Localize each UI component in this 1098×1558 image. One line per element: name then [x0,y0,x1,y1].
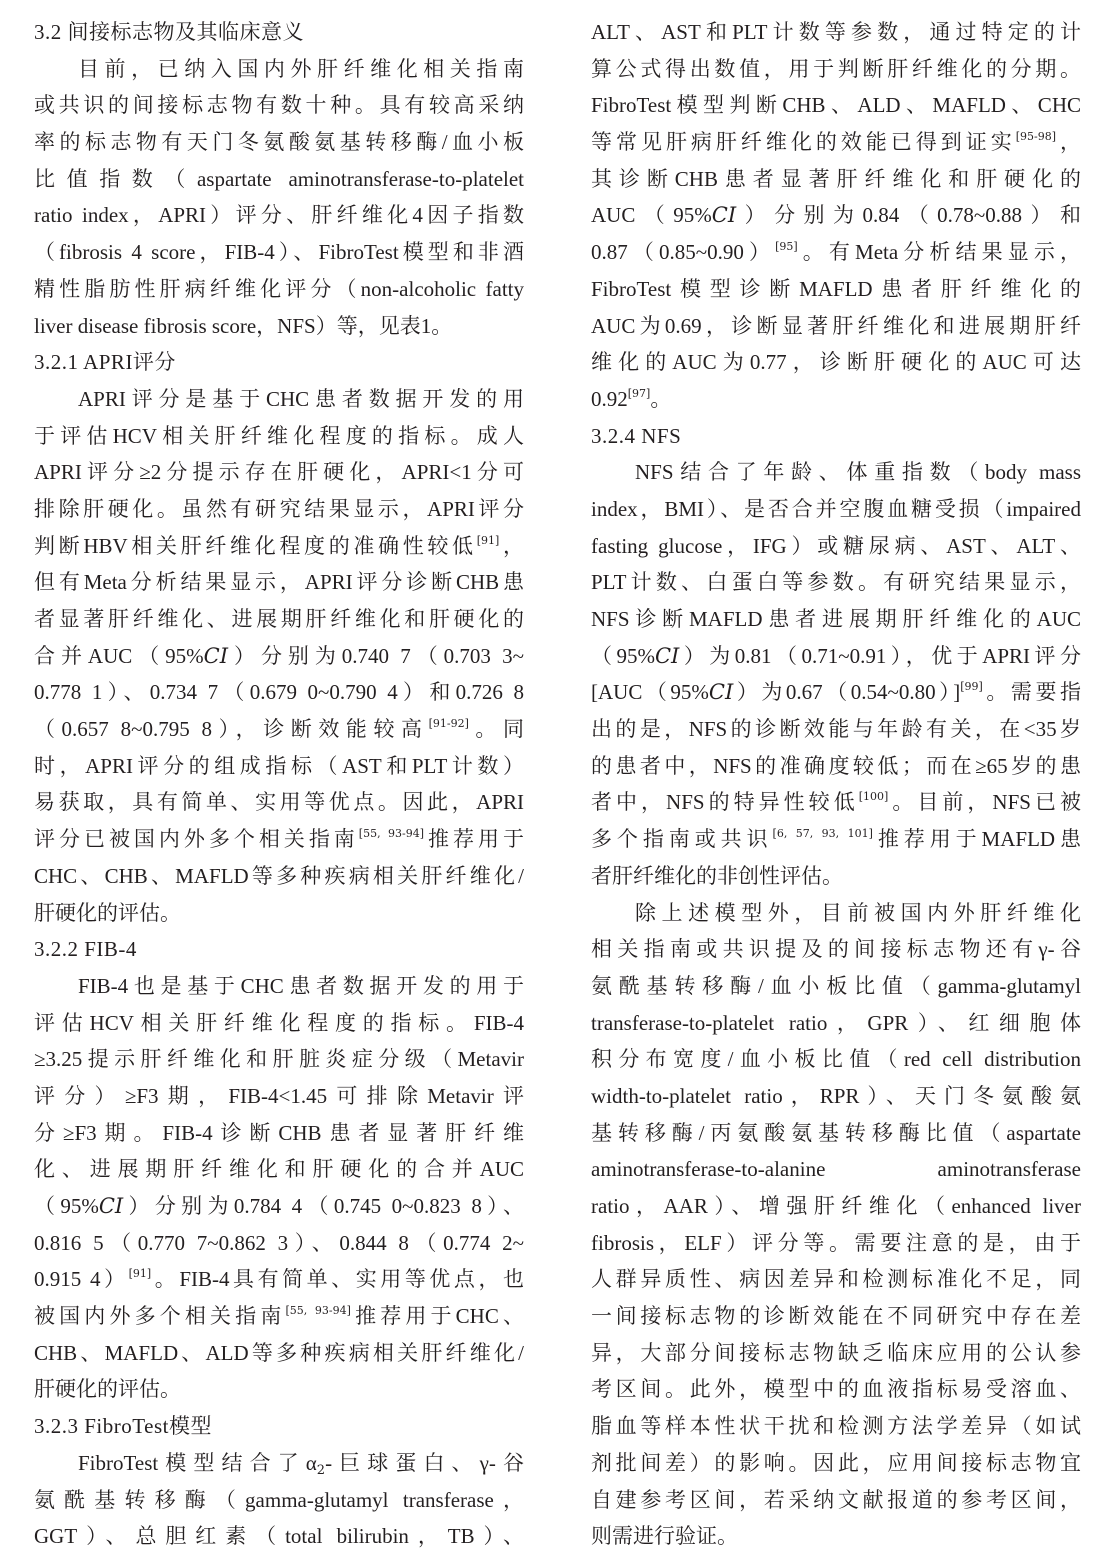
line-text: index，BMI）、是否合并空腹血糖受损（impaired [591,496,1081,521]
line-text: 合并AUC（95% [34,643,204,668]
text-line [591,1335,1081,1372]
line-text-cont: ， [1056,130,1081,155]
line-text: APRI评分≥2分提示存在肝硬化，APRI<1分可 [34,460,524,485]
text-line [591,1445,1081,1482]
line-text: 精性脂肪性肝病纤维化评分（non-alcoholic fatty [34,276,524,301]
text-line [34,1078,524,1115]
line-text: （95% [34,1194,99,1218]
line-text: 脂血等样本性状干扰和检测方法学差异（如试 [591,1414,1081,1439]
text-line [591,308,1081,345]
text-line [591,711,1081,748]
text-line [34,197,524,234]
text-line [591,1078,1081,1115]
line-text: 者中，NFS的特异性较低 [591,790,859,815]
line-text-cont: 。目前，NFS已被 [888,790,1081,815]
line-text: 的患者中，NFS的准确度较低；而在≥65岁的患 [591,753,1081,778]
citation-ref: [91] [128,1267,152,1281]
line-text: FibroTest模型结合了α [78,1450,317,1475]
italic-term: CI [711,203,737,228]
text-line [591,1261,1081,1298]
line-text: 排除肝硬化。虽然有研究结果显示，APRI评分 [34,496,524,521]
right-column [591,14,1081,1555]
line-text: 算公式得出数值，用于判断肝纤维化的分期。 [591,56,1081,81]
line-text: 3.2.4 NFS [591,423,682,448]
line-text: CHC、CHB、MAFLD等多种疾病相关肝纤维化/ [34,863,524,888]
text-line [34,528,524,565]
line-text: 等常见肝病肝纤维化的效能已得到证实 [591,130,1016,155]
line-text: 氨酰基转移酶（gamma-glutamyl transferase， [34,1487,524,1512]
line-text: CHB、MAFLD、ALD等多种疾病相关肝纤维化/ [34,1340,524,1365]
left-column [34,14,524,1555]
subscript: 2 [316,1462,326,1478]
text-line [591,1482,1081,1519]
citation-ref: [6, 57, 93, 101] [772,827,873,841]
line-text-cont: 。同 [468,717,524,742]
text-line [34,748,524,785]
line-text: 判断HBV相关肝纤维化程度的准确性较低 [34,533,477,558]
text-line [34,418,524,455]
line-text: 人群异质性、病因差异和检测标准化不足，同 [591,1267,1081,1292]
line-text: 自建参考区间，若采纳文献报道的参考区间， [591,1487,1081,1512]
section-heading [591,418,1081,455]
line-text: 目前，已纳入国内外肝纤维化相关指南 [78,56,524,81]
text-line [34,821,524,858]
text-line [34,1335,524,1372]
text-line [591,344,1081,381]
line-text-cont: 推荐用于CHC、 [350,1304,524,1329]
line-text: ratio，AAR）、增强肝纤维化（enhanced liver [591,1194,1081,1218]
line-text: ALT、AST和PLT计数等参数，通过特定的计 [591,20,1081,44]
text-line [591,858,1081,895]
text-line [34,1188,524,1225]
section-heading [34,1408,524,1445]
line-text: aminotransferase-to-alanine aminotransferase [591,1157,1081,1182]
text-line [591,748,1081,785]
line-text: fasting glucose，IFG）或糖尿病、AST、ALT、 [591,533,1081,558]
line-text: 分≥F3期。FIB-4诊断CHB患者显著肝纤维 [34,1120,524,1145]
line-text: （95% [591,643,655,668]
line-text: 0.915 4） [34,1267,129,1292]
line-text: 易获取，具有简单、实用等优点。因此，APRI [34,790,524,815]
line-text-cont: 推荐用于 [424,827,524,852]
text-line [591,234,1081,271]
citation-ref: [95] [775,240,798,254]
line-text: 化、进展期肝纤维化和肝硬化的合并AUC [34,1157,524,1182]
citation-ref: [55, 93-94] [285,1304,351,1318]
text-line [34,271,524,308]
line-text: width-to-platelet ratio，RPR）、天门冬氨酸氨 [591,1083,1081,1108]
text-line [591,1298,1081,1335]
line-text: transferase-to-platelet ratio，GPR）、红细胞体 [591,1010,1081,1035]
citation-ref: [97] [627,386,651,400]
line-text: 则需进行验证。 [591,1524,738,1549]
text-line [591,51,1081,88]
line-text: 除上述模型外，目前被国内外肝纤维化 [635,900,1081,925]
line-text: 相关指南或共识提及的间接标志物还有γ-谷 [591,937,1081,962]
line-text: 评分已被国内外多个相关指南 [34,827,359,852]
line-text: 0.778 1）、0.734 7（0.679 0~0.790 4）和0.726 8 [34,680,524,705]
text-line [34,454,524,491]
line-text-cont: 。 [650,386,672,411]
text-line [34,711,524,748]
line-text: ≥3.25提示肝纤维化和肝脏炎症分级（Metavir [34,1047,524,1072]
line-text-cont: 推荐用于MAFLD患 [872,827,1081,852]
text-line [591,454,1081,491]
line-text: 肝硬化的评估。 [34,900,181,925]
line-text-cont: 。FIB-4具有简单、实用等优点，也 [151,1267,524,1292]
line-text: 异，大部分间接标志物缺乏临床应用的公认参 [591,1340,1081,1365]
text-line [34,87,524,124]
line-text: （fibrosis 4 score，FIB-4）、FibroTest模型和非酒 [34,240,524,265]
text-line [591,895,1081,932]
text-line [591,1408,1081,1445]
text-line [591,381,1081,418]
line-text: liver disease fibrosis score，NFS）等，见表1。 [34,313,453,338]
text-line [591,784,1081,821]
text-line [34,1445,524,1482]
line-text: 维化的AUC为0.77，诊断肝硬化的AUC可达 [591,350,1081,375]
line-text: 评分）≥F3期，FIB-4<1.45可排除Metavir评 [34,1083,524,1108]
line-text: 氨酰基转移酶/血小板比值（gamma-glutamyl [591,973,1081,998]
citation-ref: [91-92] [428,717,469,731]
line-text: 考区间。此外，模型中的血液指标易受溶血、 [591,1377,1081,1402]
text-line [591,197,1081,234]
text-line [591,1518,1081,1555]
line-text: fibrosis，ELF）评分等。需要注意的是，由于 [591,1230,1081,1255]
line-text: 出的是，NFS的诊断效能与年龄有关，在<35岁 [591,717,1081,742]
text-line [34,638,524,675]
text-line [34,784,524,821]
text-line [591,674,1081,711]
text-line [34,858,524,895]
text-line [34,1261,524,1298]
line-text: PLT计数、白蛋白等参数。有研究结果显示， [591,570,1081,595]
text-line [34,491,524,528]
text-line [34,234,524,271]
text-line [34,1371,524,1408]
line-text-cont: ）为0.81（0.71~0.91），优于APRI评分 [679,643,1081,668]
text-line [34,601,524,638]
text-line [591,1005,1081,1042]
line-text-cont: ）为0.67（0.54~0.80）] [733,680,961,705]
italic-term: CI [203,643,229,668]
text-line [34,564,524,601]
line-text: ratio index，APRI）评分、肝纤维化4因子指数 [34,203,524,228]
line-text: 肝硬化的评估。 [34,1377,181,1402]
line-text: AUC为0.69，诊断显著肝纤维化和进展期肝纤 [591,313,1081,338]
text-line [591,1041,1081,1078]
text-line [591,931,1081,968]
line-text-cont: -巨球蛋白、γ-谷 [325,1450,524,1475]
text-line [591,1371,1081,1408]
italic-term: CI [708,680,734,705]
text-line [591,161,1081,198]
line-text: FibroTest模型诊断MAFLD患者肝纤维化的 [591,276,1081,301]
text-line [591,528,1081,565]
citation-ref: [99] [960,680,983,694]
text-line [591,601,1081,638]
text-line [34,1115,524,1152]
text-line [34,1482,524,1519]
line-text-cont: ）分别为0.84（0.78~0.88）和 [736,203,1081,228]
line-text: 者肝纤维化的非创性评估。 [591,863,843,888]
text-line [34,1005,524,1042]
text-line [34,674,524,711]
section-heading [34,931,524,968]
italic-term: CI [654,643,680,668]
italic-term: CI [98,1194,124,1218]
text-line [591,564,1081,601]
text-line [591,638,1081,675]
line-text-cont: ）分别为0.740 7（0.703 3~ [228,643,524,668]
line-text: 0.92 [591,386,628,411]
text-line [34,161,524,198]
citation-ref: [55, 93-94] [358,827,425,841]
text-line [34,1518,524,1555]
line-text: （0.657 8~0.795 8），诊断效能较高 [34,717,429,742]
line-text: 剂批间差）的影响。因此，应用间接标志物宜 [591,1450,1081,1475]
line-text: NFS诊断MAFLD患者进展期肝纤维化的AUC [591,607,1081,631]
text-line [591,821,1081,858]
line-text: 3.2.2 FIB-4 [34,937,137,962]
text-line [591,14,1081,51]
line-text: 积分布宽度/血小板比值（red cell distribution [591,1047,1081,1072]
line-text: 被国内外多个相关指南 [34,1304,286,1329]
line-text: 3.2.3 FibroTest模型 [34,1414,212,1439]
line-text: 3.2.1 APRI评分 [34,350,176,375]
text-line [34,1041,524,1078]
text-line [34,1151,524,1188]
text-line [591,271,1081,308]
line-text: 者显著肝纤维化、进展期肝纤维化和肝硬化的 [34,607,524,631]
line-text: 3.2 间接标志物及其临床意义 [34,20,304,44]
text-line [34,124,524,161]
citation-ref: [100] [858,790,889,804]
text-line [34,968,524,1005]
line-text: 时，APRI评分的组成指标（AST和PLT计数） [34,753,524,778]
text-line [34,1225,524,1262]
citation-ref: [95-98] [1015,130,1057,144]
text-line [34,308,524,345]
line-text: 其诊断CHB患者显著肝纤维化和肝硬化的 [591,166,1081,191]
line-text: 评估HCV相关肝纤维化程度的指标。FIB-4 [34,1010,524,1035]
section-heading [34,344,524,381]
line-text: 或共识的间接标志物有数十种。具有较高采纳 [34,93,524,118]
line-text: GGT）、总胆红素（total bilirubin，TB）、 [34,1524,524,1549]
text-line [591,1115,1081,1152]
line-text: 多个指南或共识 [591,827,773,852]
line-text-cont: 。需要指 [982,680,1081,705]
text-line [591,1188,1081,1225]
text-line [34,1298,524,1335]
text-line [34,381,524,418]
line-text: 基转移酶/丙氨酸氨基转移酶比值（aspartate [591,1120,1081,1145]
text-line [591,124,1081,161]
line-text: FibroTest模型判断CHB、ALD、MAFLD、CHC [591,93,1081,118]
line-text: [AUC（95% [591,680,709,705]
line-text-cont: 。有Meta分析结果显示， [797,240,1081,265]
text-line [34,895,524,932]
text-line [591,491,1081,528]
line-text: 0.816 5（0.770 7~0.862 3）、0.844 8（0.774 2~ [34,1230,524,1255]
line-text-cont: ）分别为0.784 4（0.745 0~0.823 8）、 [123,1194,524,1218]
line-text: APRI评分是基于CHC患者数据开发的用 [78,386,524,411]
line-text: 一间接标志物的诊断效能在不同研究中存在差 [591,1304,1081,1329]
line-text: 比值指数（aspartate aminotransferase-to-platelet [34,166,524,191]
line-text: FIB-4也是基于CHC患者数据开发的用于 [78,973,524,998]
line-text: 率的标志物有天门冬氨酸氨基转移酶/血小板 [34,130,524,155]
text-line [591,1151,1081,1188]
text-line [591,1225,1081,1262]
line-text: 于评估HCV相关肝纤维化程度的指标。成人 [34,423,524,448]
text-line [591,968,1081,1005]
text-line [591,87,1081,124]
line-text-cont: ， [499,533,524,558]
text-line [34,51,524,88]
citation-ref: [91] [476,533,500,547]
line-text: AUC（95% [591,203,712,228]
line-text: 0.87（0.85~0.90） [591,240,776,265]
line-text: NFS结合了年龄、体重指数（body mass [635,460,1081,485]
section-heading [34,14,524,51]
line-text: 但有Meta分析结果显示，APRI评分诊断CHB患 [34,570,524,595]
